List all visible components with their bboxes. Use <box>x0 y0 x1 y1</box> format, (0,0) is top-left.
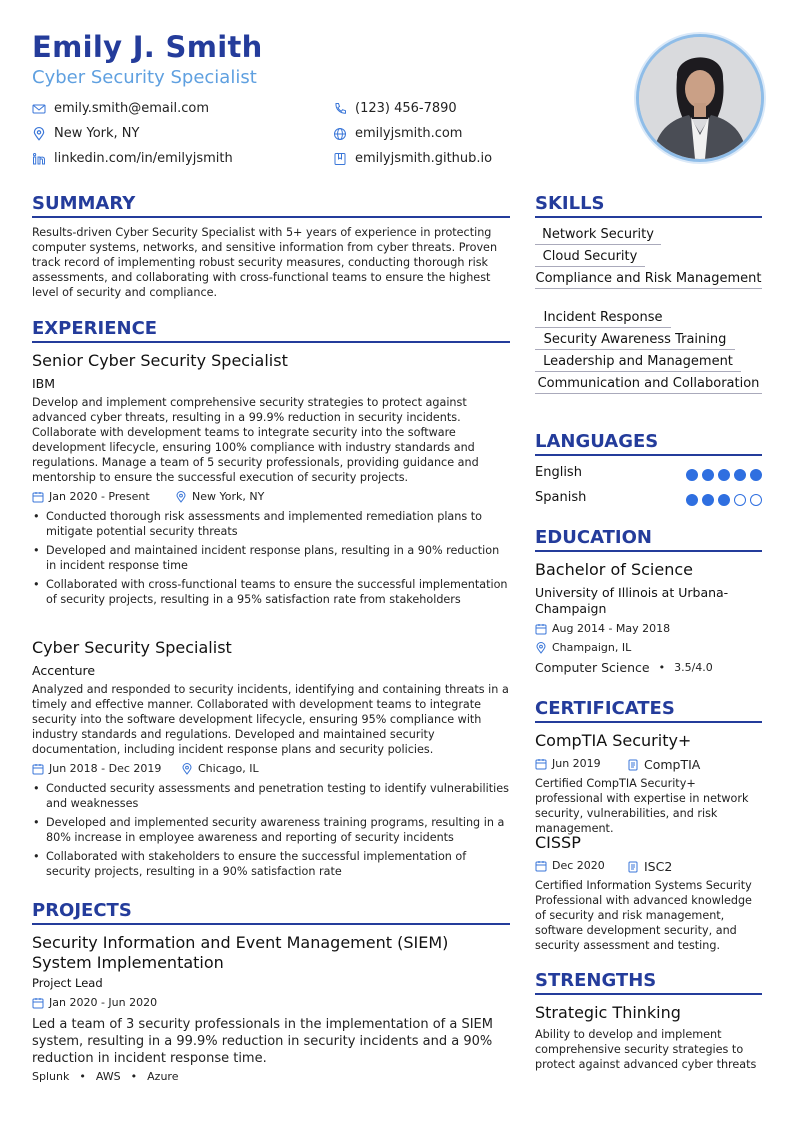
level-dot-empty <box>734 494 746 506</box>
job-description: Develop and implement comprehensive security strategies to protect against advanced cyber threats, resulting in a 99.9% reduction in security incidents. Collaborate with development teams to integrate security into the software development lifecycle, ensuring 100% compliance with industry standards and regulations. Manage a team of 5 security professionals, providing guidance and mentorship to ensure the successful execution of security projects. <box>32 396 479 484</box>
separator: • <box>658 661 666 674</box>
linkedin-text: linkedin.com/in/emilyjsmith <box>54 151 233 166</box>
level-dot-filled <box>702 494 714 506</box>
contact-linkedin[interactable] <box>32 151 233 166</box>
linkedin-icon <box>32 152 46 166</box>
language-name: English <box>535 465 582 480</box>
list-item: • Collaborated with cross-functional teams to ensure the successful implementation of security projects, resulting in a 95% satisfaction rate from stakeholders <box>46 577 510 607</box>
contact-phone[interactable] <box>333 101 457 116</box>
certificate-date-text: Dec 2020 <box>552 859 605 872</box>
certificate-name: CISSP <box>535 833 581 852</box>
job-dates <box>32 762 161 775</box>
project-dates-text: Jan 2020 - Jun 2020 <box>49 996 158 1009</box>
skill-item: Communication and Collaboration <box>535 375 762 394</box>
skill-item: Incident Response <box>535 309 671 328</box>
job-company: IBM <box>32 376 56 391</box>
job-title: Cyber Security Specialist <box>32 638 232 657</box>
calendar-icon <box>32 763 44 775</box>
education-dates <box>535 622 670 635</box>
summary-text: Results-driven Cyber Security Specialist with 5+ years of experience in protecting computer systems, networks, and sensitive information from cyber threats. Proven track record of implementing robust security measures, conducting thorough risk assessments, and collaborating with cross-functional teams to ensure the highest level of security and compliance. <box>32 226 498 299</box>
calendar-icon <box>535 758 547 770</box>
location-pin-icon <box>175 491 187 503</box>
level-dot-filled <box>750 469 762 481</box>
language-level <box>682 494 762 506</box>
job-company: Accenture <box>32 663 96 678</box>
level-dot-filled <box>686 469 698 481</box>
job-dates <box>32 490 150 503</box>
school: University of Illinois at Urbana-Champaign <box>535 585 729 616</box>
certificate-date <box>535 757 601 770</box>
level-dot-filled <box>718 494 730 506</box>
job-dates-text: Jun 2018 - Dec 2019 <box>49 762 162 775</box>
job-description: Analyzed and responded to security incidents, identifying and containing threats in a timely and effective manner. Collaborated with development teams to integrate security into the software development lifecycle, ensuring 95% compliance with industry standards and regulations. Developed and maintained security documentation, including incident response plans and security policies. <box>32 683 509 756</box>
certificate-description: Certified CompTIA Security+ professional with expertise in network security, vulnerabilities, and risk management. <box>535 777 749 835</box>
skill-item: Network Security <box>535 226 661 245</box>
contact-email[interactable] <box>32 101 209 116</box>
calendar-icon <box>32 491 44 503</box>
certificate-date <box>535 859 605 872</box>
profile-photo <box>636 34 764 162</box>
globe-icon <box>333 127 347 141</box>
job-dates-text: Jan 2020 - Present <box>49 490 150 503</box>
location-pin-icon <box>535 642 547 654</box>
tag-separator: • <box>130 1070 138 1083</box>
strength-name: Strategic Thinking <box>535 1003 681 1022</box>
project-dates <box>32 996 157 1009</box>
list-item: • Conducted thorough risk assessments and implemented remediation plans to mitigate potential security threats <box>46 509 510 539</box>
certificate-icon <box>627 759 639 771</box>
contact-github[interactable] <box>333 151 492 166</box>
location-pin-icon <box>32 127 46 141</box>
tag: Azure <box>147 1070 179 1083</box>
website-text: emilyjsmith.com <box>355 126 463 141</box>
certificate-date-text: Jun 2019 <box>552 757 601 770</box>
experience-heading: EXPERIENCE <box>32 318 510 343</box>
education-location-text: Champaign, IL <box>552 641 632 654</box>
summary-heading: SUMMARY <box>32 193 510 218</box>
skill-item: Leadership and Management <box>535 353 741 372</box>
job-title: Senior Cyber Security Specialist <box>32 351 288 370</box>
projects-heading: PROJECTS <box>32 900 510 925</box>
language-level <box>682 469 762 481</box>
location-text: New York, NY <box>54 126 140 141</box>
degree: Bachelor of Science <box>535 560 693 579</box>
certificate-icon <box>627 861 639 873</box>
calendar-icon <box>535 860 547 872</box>
project-title: Security Information and Event Management (SIEM) System Implementation <box>32 933 449 972</box>
contact-location <box>32 126 139 141</box>
certificate-name: CompTIA Security+ <box>535 731 692 750</box>
phone-text: (123) 456-7890 <box>355 101 457 116</box>
project-tags <box>32 1070 178 1083</box>
project-description: Led a team of 3 security professionals in the implementation of a SIEM system, resulting in a 99.9% reduction in security incidents and a 90% reduction in incident response time. <box>32 1017 493 1066</box>
candidate-name: Emily J. Smith <box>32 30 263 64</box>
certificate-issuer <box>627 859 672 874</box>
strengths-heading: STRENGTHS <box>535 970 762 995</box>
mail-icon <box>32 102 46 116</box>
education-dates-text: Aug 2014 - May 2018 <box>552 622 671 635</box>
certificate-issuer-text: CompTIA <box>644 757 701 772</box>
tag-separator: • <box>79 1070 86 1083</box>
gpa-text: 3.5/4.0 <box>674 661 713 674</box>
list-item: • Developed and implemented security awareness training programs, resulting in a 80% increase in employee awareness and reporting of security incidents <box>46 815 510 845</box>
email-text: emily.smith@email.com <box>54 101 209 116</box>
languages-heading: LANGUAGES <box>535 431 762 456</box>
contact-website[interactable] <box>333 126 462 141</box>
level-dot-filled <box>734 469 746 481</box>
level-dot-empty <box>750 494 762 506</box>
skills-heading: SKILLS <box>535 193 762 218</box>
certificate-description: Certified Information Systems Security Professional with advanced knowledge of security and risk management, software development security, and security assessment and testing. <box>535 879 752 952</box>
skill-item: Security Awareness Training <box>535 331 735 350</box>
level-dot-filled <box>686 494 698 506</box>
level-dot-filled <box>702 469 714 481</box>
calendar-icon <box>535 623 547 635</box>
education-field <box>535 660 713 675</box>
github-text: emilyjsmith.github.io <box>355 151 493 166</box>
education-heading: EDUCATION <box>535 527 762 552</box>
education-location <box>535 641 631 654</box>
job-location-text: Chicago, IL <box>198 762 259 775</box>
job-location-text: New York, NY <box>192 490 265 503</box>
list-item: • Developed and maintained incident response plans, resulting in a 90% reduction in incident response time <box>46 543 510 573</box>
skill-item: Compliance and Risk Management <box>535 270 762 289</box>
certificate-issuer <box>627 757 700 772</box>
certificates-heading: CERTIFICATES <box>535 698 762 723</box>
level-dot-filled <box>718 469 730 481</box>
job-location <box>181 762 259 775</box>
calendar-icon <box>32 997 44 1009</box>
list-item: • Conducted security assessments and penetration testing to identify vulnerabilities and weaknesses <box>46 781 510 811</box>
job-location <box>175 490 264 503</box>
field-text: Computer Science <box>535 660 650 675</box>
skill-item: Cloud Security <box>535 248 645 267</box>
candidate-role: Cyber Security Specialist <box>32 67 257 88</box>
bookmark-icon <box>333 152 347 166</box>
list-item: • Collaborated with stakeholders to ensure the successful implementation of security projects, resulting in a 90% satisfaction rate <box>46 849 510 879</box>
tag: AWS <box>95 1070 121 1083</box>
project-role: Project Lead <box>32 976 103 990</box>
phone-icon <box>333 102 347 116</box>
tag: Splunk <box>32 1070 70 1083</box>
strength-description: Ability to develop and implement comprehensive security strategies to protect against advanced cyber threats <box>535 1028 757 1071</box>
location-pin-icon <box>181 763 193 775</box>
language-name: Spanish <box>535 490 587 505</box>
certificate-issuer-text: ISC2 <box>644 859 673 874</box>
